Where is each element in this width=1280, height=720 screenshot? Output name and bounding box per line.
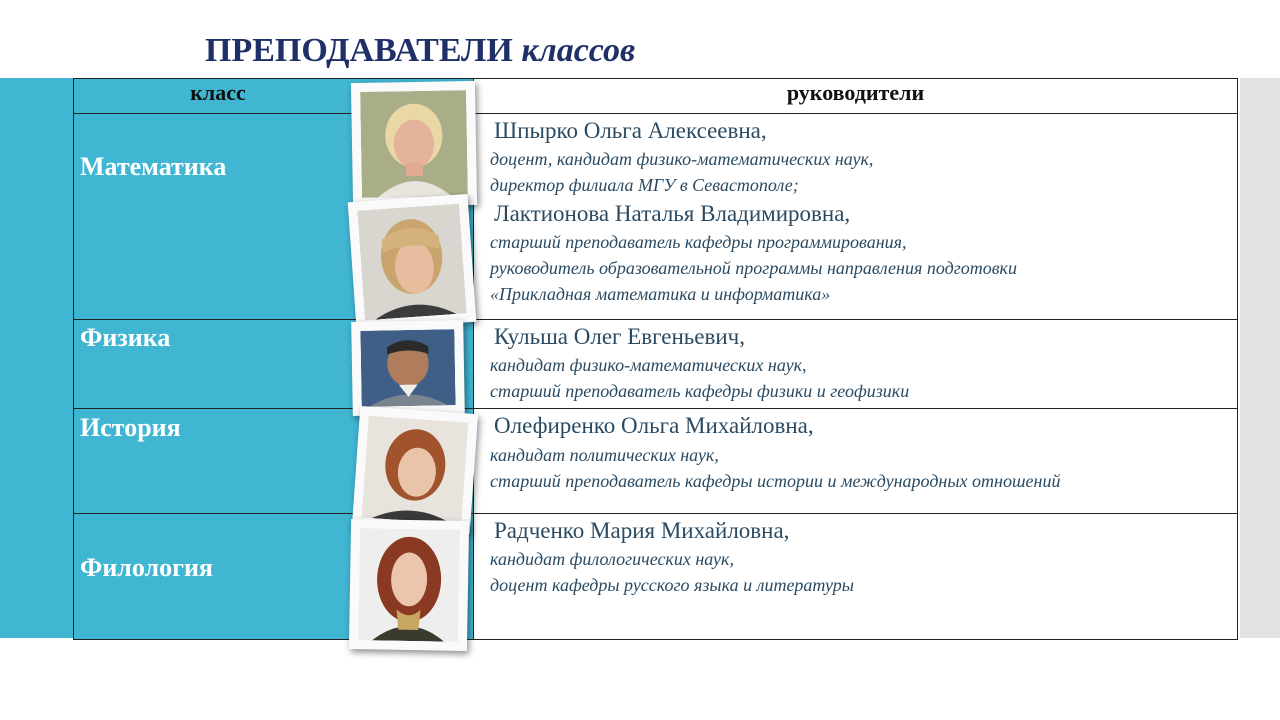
teacher-photo: [348, 194, 477, 330]
teacher-position: старший преподаватель кафедры истории и международных отношений: [490, 471, 1061, 491]
teacher-position: старший преподаватель кафедры физики и геофизики: [490, 381, 910, 401]
right-gray-band: [1240, 78, 1280, 638]
teacher-photo: [351, 81, 477, 207]
teacher-position: «Прикладная математика и информатика»: [490, 284, 831, 304]
teacher-position: кандидат филологических наук,: [490, 549, 734, 569]
teacher-position: руководитель образовательной программы направления подготовки: [490, 258, 1017, 278]
subject-history: История: [80, 413, 181, 442]
teacher-name: Лактионова Наталья Владимировна,: [494, 201, 851, 226]
teacher-name: Олефиренко Ольга Михайловна,: [494, 413, 814, 438]
left-accent-band: [0, 78, 73, 638]
teacher-position: доцент кафедры русского языка и литературы: [490, 575, 854, 595]
header-class: класс: [190, 80, 246, 105]
teacher-photo: [351, 320, 465, 416]
teacher-name: Шпырко Ольга Алексеевна,: [494, 118, 767, 143]
teacher-position: старший преподаватель кафедры программирования,: [490, 232, 907, 252]
header-teachers: руководители: [786, 80, 925, 105]
teacher-position: доцент, кандидат физико-математических наук,: [490, 149, 874, 169]
teacher-name: Радченко Мария Михайловна,: [494, 518, 790, 543]
teacher-photo: [352, 406, 478, 534]
page-title: ПРЕПОДАВАТЕЛИ классов: [205, 32, 636, 69]
page-title-italic: классов: [521, 32, 636, 69]
teacher-position: кандидат физико-математических наук,: [490, 355, 807, 375]
subject-philology: Филология: [80, 553, 213, 582]
teacher-photo: [349, 519, 469, 651]
teacher-position: директор филиала МГУ в Севастополе;: [490, 175, 799, 195]
teacher-name: Кульша Олег Евгеньевич,: [494, 324, 745, 349]
subject-physics: Физика: [80, 323, 171, 352]
subject-math: Математика: [80, 152, 227, 181]
teacher-position: кандидат политических наук,: [490, 445, 719, 465]
